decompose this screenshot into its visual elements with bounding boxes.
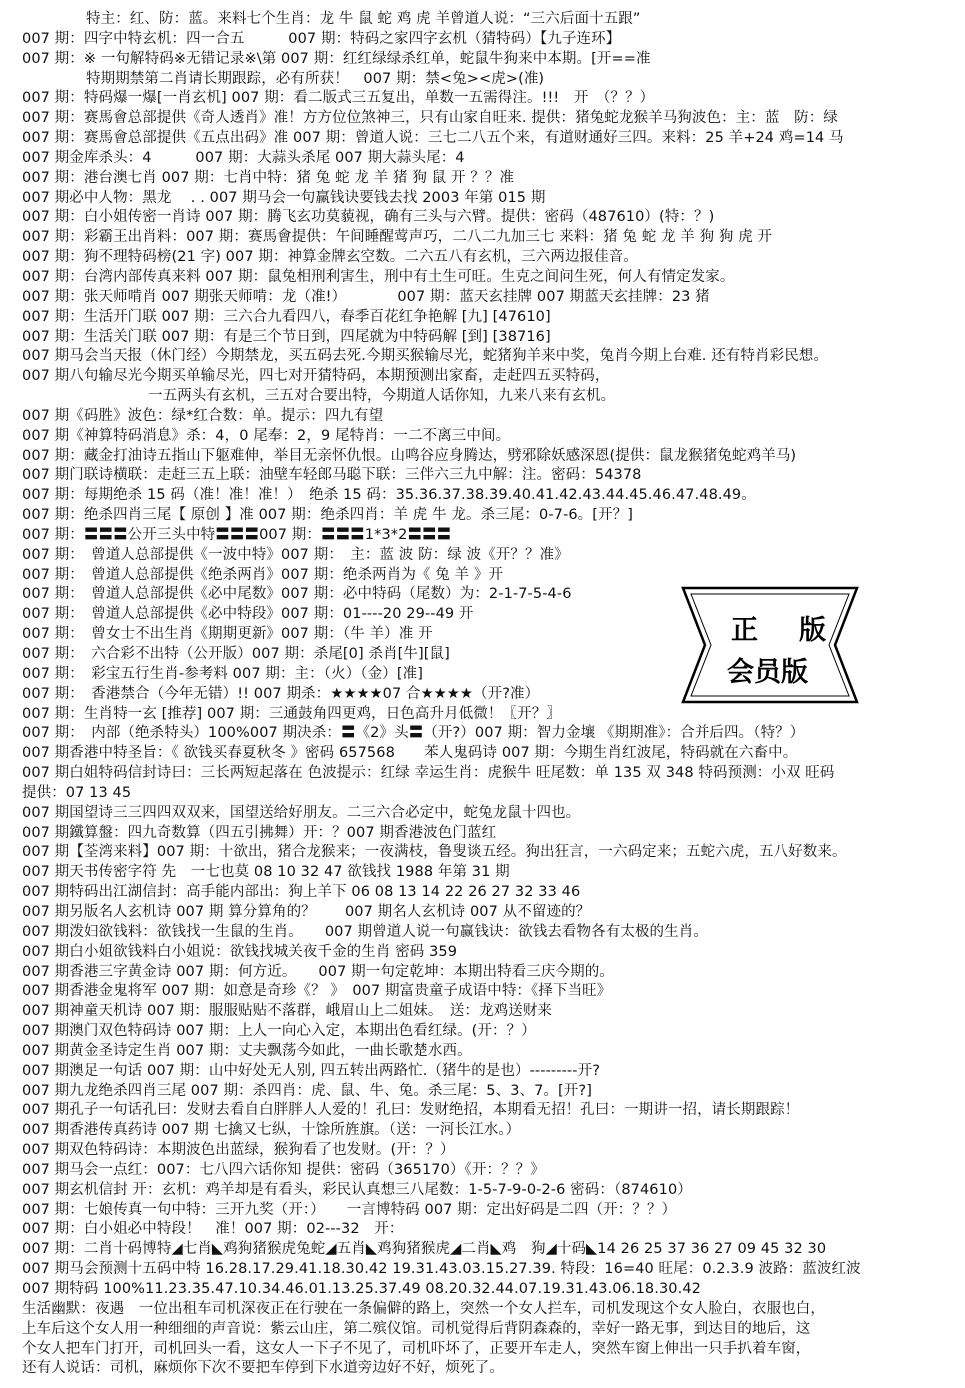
banner-shape xyxy=(661,580,877,710)
text-line: 007 期： 彩宝五行生肖-参考料 007 期：主：（火）（金）[准] xyxy=(22,665,423,682)
text-line: 还有人说话：司机，麻烦你下次不要把车停到下水道旁边好不好，烦死了。 xyxy=(22,1360,504,1377)
text-line: 007 期：四字中特玄机：四一合五 007 期：特码之家四字玄机（猜特码）【九子连环】 xyxy=(22,30,621,47)
text-line: 007 期：生活关门联 007 期：有是三个节日到，四尾就为中特码解 [到] [38716] xyxy=(22,328,551,345)
text-line: 007 期：特码爆一爆[一肖玄机] 007 期：看二版式三五复出，单数一五需得注。!!! 开 （？？） xyxy=(22,90,655,107)
text-line: 007 期：白小姐必中特段！ 准！007 期：02---32 开： xyxy=(22,1221,404,1238)
text-line: 007 期：藏金打油诗五指山下躯难伸，举目无亲怀仇恨。山鸣谷应身腾达，劈邪除妖感深恩(提供：鼠龙猴猪兔蛇鸡羊马) xyxy=(22,447,797,464)
text-line: 提供：07 13 45 xyxy=(22,784,132,801)
text-line: 007 期： 曾女士不出生肖《期期更新》007 期：（牛 羊）准 开 xyxy=(22,626,433,643)
text-line: 007 期澳门双色特码诗 007 期：上人一向心入定，本期出色看红绿。(开：？） xyxy=(22,1023,536,1040)
text-line: 007 期：狗不理特码榜(21 字) 007 期：神算金牌玄空数。二六五八有玄机，三六两边报佳音。 xyxy=(22,249,638,266)
text-line: 个女人把车门打开，司机回头一看，这女人一下子不见了，司机吓坏了，正要开车走人，突然车窗上伸出一只手扒着车窗， xyxy=(22,1340,811,1357)
text-line: 007 期： 曾道人总部提供《必中特段》007 期：01----20 29--49 开 xyxy=(22,606,474,623)
text-line: 007 期孔子一句话孔曰：发财去看自白胖胖人人爱的！孔曰：发财绝招，本期看无招！孔曰：一期讲一招，请长期跟踪！ xyxy=(22,1102,800,1119)
text-line: 007 期八句输尽光今期买单输尽光，四七对开猜特码，本期预测出家畜，走赶四五买特码， xyxy=(22,368,610,385)
badge-char-ban: 版 xyxy=(799,615,826,646)
text-line: 007 期香港中特圣旨：《 欲钱买春夏秋冬 》密码 657568 苯人鬼码诗 007 期：今期生肖红波尾，特码就在六畜中。 xyxy=(22,745,798,762)
text-line: 007 期马会一点红：007：七八四六话你知 提供：密码（365170）《开：？？》 xyxy=(22,1161,545,1178)
text-line: 007 期双色特码诗：本期波色出蓝绿，猴狗看了也发财。(开：？） xyxy=(22,1142,455,1159)
text-line: 007 期天书传密字符 先 一七也莫 08 10 32 47 欲钱找 1988 年第 31 期 xyxy=(22,864,510,881)
text-line: 007 期：张天师啃肖 007 期张天师啃：龙（准!） 007 期：蓝天玄挂牌 007 期蓝天玄挂牌：23 猪 xyxy=(22,288,710,305)
text-line: 007 期： 香港禁合（今年无错）!! 007 期杀：★★★★07 合★★★★（开?准） xyxy=(22,685,540,702)
text-line: 007 期：彩霸王出肖料：007 期：赛馬會提供：午间睡醒莺声巧，二八二九加三七 来料：猪 兔 蛇 龙 羊 狗 狗 虎 开 xyxy=(22,229,773,246)
text-line: 007 期泼妇欲钱料：欲钱找一生鼠的生肖。 007 期曾道人说一句赢钱诀：欲钱去看物各有太极的生肖。 xyxy=(22,923,708,940)
text-line: 007 期： 内部（绝杀特头）100%007 期决杀：〓《2》头〓（开?）007 期：智力金壤 《期期准》：合并后四。（特？） xyxy=(22,725,805,742)
text-line: 007 期：赛馬會总部提供《奇人透肖》准！方方位位煞神三，只有山家自旺来. 提供：猪兔蛇龙猴羊马狗波色：主：蓝 防：绿 xyxy=(22,110,838,127)
text-line: 007 期：※ 一句解特码※无错记录※\第 007 期：红红绿绿杀红单，蛇鼠牛狗来中本期。[开==准 xyxy=(22,50,651,67)
text-line: 007 期玄机信封 开：玄机：鸡羊却是有看头，彩民认真想三八尾数：1-5-7-9-0-2-6 密码：（874610） xyxy=(22,1181,692,1198)
text-line: 007 期黄金圣诗定生肖 007 期：丈夫飘荡今如此，一曲长歌楚水西。 xyxy=(22,1042,472,1059)
text-line: 007 期：绝杀四肖三尾【 原创 】准 007 期：绝杀四肖：羊 虎 牛 龙。杀三尾：0-7-6。[开？] xyxy=(22,507,633,524)
text-line: 一五两头有玄机，三五对合要出特，今期道人话你知，九来八来有玄机。 xyxy=(148,388,616,405)
text-line: 007 期香港传真药诗 007 期 七擒又七纵，十馀所旌旗。（送：一河长江水。） xyxy=(22,1122,521,1139)
text-line: 007 期：生活开门联 007 期：三六合九看四八，春季百花红争艳解 [九] [47610] xyxy=(22,308,551,325)
text-line: 007 期特码 100%11.23.35.47.10.34.46.01.13.25.37.49 08.20.32.44.07.19.31.43.06.18.30.42 xyxy=(22,1281,701,1297)
badge-member-edition: 会员版 xyxy=(727,657,808,688)
text-line: 上车后这个女人用一种细细的声音说：紫云山庄，第二殡仪馆。司机觉得后背阴森森的，幸好一路无事，到达目的地后，这 xyxy=(22,1320,811,1337)
text-line: 007 期白小姐欲钱料白小姐说：欲钱找城关夜千金的生肖 密码 359 xyxy=(22,943,458,960)
text-line: 007 期国望诗三三四四双双来，国望送给好朋友。二三六合必定中，蛇兔龙鼠十四也。 xyxy=(22,804,581,821)
text-line: 特主：红、防：蓝。来料七个生肖：龙 牛 鼠 蛇 鸡 虎 羊曾道人说：“三六后面十五跟” xyxy=(86,11,641,27)
text-line: 007 期： 六合彩不出特（公开版）007 期：杀尾[0] 杀肖[牛][鼠] xyxy=(22,646,450,662)
text-line: 007 期：每期绝杀 15 码（准！准！准！） 绝杀 15 码：35.36.37.38.39.40.41.42.43.44.45.46.47.48.49。 xyxy=(22,487,756,504)
text-line: 007 期： 曾道人总部提供《必中尾数》007 期：必中特码（尾数）为：2-1-7-5-4-6 xyxy=(22,586,572,603)
text-line: 007 期【荃湾来料】007 期：十欲出，猪合龙猴来；一夜满枝，鲁叟谈五经。狗出狂言，一六码定来；五蛇六虎，五八好数来。 xyxy=(22,844,847,861)
text-line: 生活幽默：夜遇 一位出租车司机深夜正在行驶在一条偏僻的路上，突然一个女人拦车，司机发现这个女人脸白，衣服也白， xyxy=(22,1300,825,1317)
text-line: 007 期： 曾道人总部提供《一波中特》007 期： 主：蓝 波 防：绿 波《开？？准》 xyxy=(22,546,569,563)
badge-char-zheng: 正 xyxy=(731,615,758,646)
text-line: 007 期九龙绝杀四肖三尾 007 期：杀四肖：虎、鼠、牛、兔。杀三尾：5、3、7。[开?] xyxy=(22,1082,592,1099)
text-line: 007 期门联诗横联：走赶三五上联：油壁车轻郎马聪下联：三伴六三九中解：注。密码：54378 xyxy=(22,467,642,484)
text-line: 007 期： 曾道人总部提供《绝杀两肖》007 期：绝杀两肖为《 兔 羊 》开 xyxy=(22,566,504,583)
text-line: 007 期另版名人玄机诗 007 期 算分算角的？ 007 期名人玄机诗 007 从不留迹的？ xyxy=(22,903,591,920)
text-line: 007 期澳足一句话 007 期：山中好处无人别, 四五转出两路忙.（猪牛的是也）---------开? xyxy=(22,1062,600,1079)
text-line: 007 期：白小姐传密一肖诗 007 期：腾飞玄功莫藐视，确有三头与六臂。提供：密码（487610）(特：？) xyxy=(22,209,715,226)
text-line: 007 期马会预测十五码中特 16.28.17.29.41.18.30.42 19.31.43.03.15.27.39. 特段：16=40 旺尾：0.2.3.9 波路：蓝波红波 xyxy=(22,1261,861,1278)
text-line: 007 期《码胜》波色：绿*红合数：单。提示：四九有望 xyxy=(22,407,384,424)
text-line: 007 期必中人物：黑龙 . . 007 期马会一句赢钱诀要钱去找 2003 年第 015 期 xyxy=(22,189,546,206)
text-line: 007 期：〓〓〓公开三头中特〓〓〓007 期：〓〓〓1*3*2〓〓〓 xyxy=(22,526,452,543)
text-line: 007 期特码出江湖信封：高手能内部出：狗上羊下 06 08 13 14 22 26 27 32 33 46 xyxy=(22,884,581,901)
text-line: 007 期鐵算盤：四九奇数算（四五引拂舞）开：？007 期香港波色门蓝红 xyxy=(22,824,497,841)
text-line: 007 期《神算特码消息》杀：4，0 尾奉：2，9 尾特肖：一二不离三中间。 xyxy=(22,427,511,444)
text-line: 007 期：七娘传真一句中特：三开九奖（开：） 一言博特码 007 期：定出好码是二四（开：？？） xyxy=(22,1201,677,1218)
text-line: 007 期香港金鬼将军 007 期：如意是奇珍《？ 》 007 期富贵童子成语中特：《择下当旺》 xyxy=(22,983,612,1000)
text-line: 特期期禁第二肖请长期跟踪，必有所获！ 007 期：禁<兔><虎>(准) xyxy=(86,70,545,87)
text-line: 007 期金库杀头：4 007 期：大蒜头杀尾 007 期大蒜头尾：4 xyxy=(22,149,465,166)
text-line: 007 期香港三字黄金诗 007 期：何方近。 007 期一句定乾坤：本期出特看三庆今期的。 xyxy=(22,963,614,980)
official-member-edition-badge xyxy=(661,580,877,710)
text-line: 007 期白姐特码信封诗曰：三长两短起落在 色波提示：红绿 幸运生肖：虎猴牛 旺尾数：单 135 双 348 特码预测：小双 旺码 xyxy=(22,765,835,782)
text-line: 007 期：港台澳七肖 007 期：七肖中特：猪 兔 蛇 龙 羊 猪 狗 鼠 开 ？？准 xyxy=(22,169,515,186)
text-line: 007 期：赛馬會总部提供《五点出码》准 007 期：曾道人说：三七二八五个来，有道财通好三四。来料：25 羊+24 鸡=14 马 xyxy=(22,130,844,147)
text-line: 007 期神童天机诗 007 期：服服贴贴不落群，峨眉山上二姐妹。 送：龙鸡送财来 xyxy=(22,1003,553,1020)
text-line: 007 期：生肖特一玄 [推荐] 007 期：三通鼓角四更鸡，日色高升月低微！〖开？〗 xyxy=(22,705,561,722)
text-line: 007 期马会当天报（休门经）今期禁龙，买五码去死.今期买猴输尽光，蛇猪狗羊来中奖，兔肖今期上台难. 还有特肖彩民想。 xyxy=(22,348,829,365)
text-line: 007 期：台湾内部传真来料 007 期：鼠兔相刑利害生，刑中有土生可旺。生克之间问生死，何人有情定发家。 xyxy=(22,268,735,285)
text-line: 007 期：二肖十码博特◢七肖◣鸡狗猪猴虎兔蛇◢五肖◣鸡狗猪猴虎◢二肖◣鸡 狗◢十码◣14 26 25 37 36 27 09 45 32 30 xyxy=(22,1241,827,1258)
